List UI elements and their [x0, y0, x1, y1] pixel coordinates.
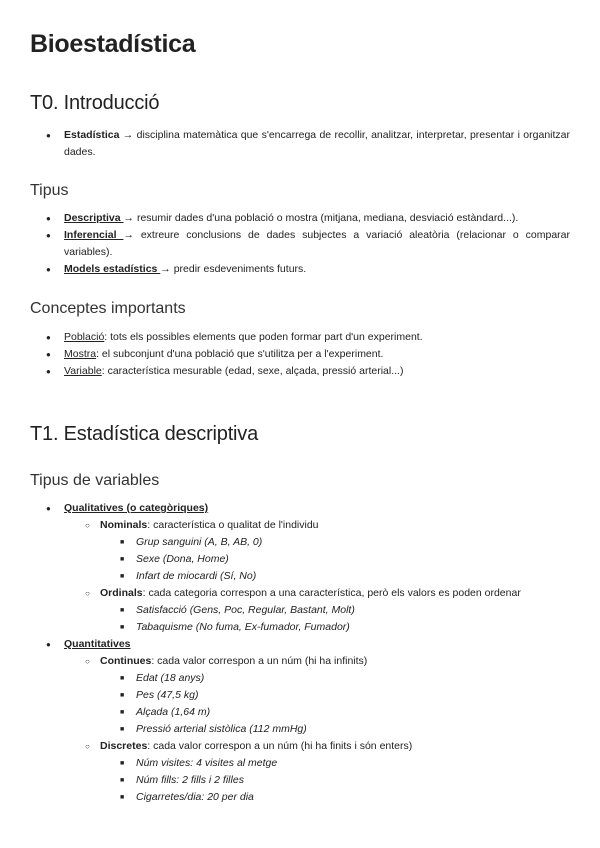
poblacio-text: : tots els possibles elements que poden formar part d'un experiment.	[104, 331, 423, 343]
inferencial-text: → extreure conclusions de dades subjectes a variació aleatòria (relacionar o comparar variables).	[64, 229, 570, 258]
discretes-text: : cada valor correspon a un núm (hi ha finits i són enters)	[147, 740, 413, 752]
list-item	[30, 363, 570, 380]
list-item	[30, 585, 570, 602]
tipus-list	[30, 210, 570, 278]
variables-list	[30, 500, 570, 806]
list-item	[30, 261, 570, 278]
list-item	[30, 329, 570, 346]
list-item	[30, 738, 570, 755]
term-descriptiva: Descriptiva	[64, 212, 124, 224]
list-item	[30, 500, 570, 517]
list-item	[30, 346, 570, 363]
list-item: ■ Sexe (Dona, Home)	[30, 551, 570, 568]
term-poblacio: Població	[64, 331, 105, 343]
conceptes-heading: Conceptes importants	[30, 300, 186, 317]
list-item	[30, 227, 570, 261]
list-item: ■ Infart de miocardi (Sí, No)	[30, 568, 570, 585]
list-item: ■ Tabaquisme (No fuma, Ex-fumador, Fumador)	[30, 619, 570, 636]
tipus-heading: Tipus	[30, 182, 69, 199]
models-text: → predir esdeveniments futurs.	[160, 263, 307, 275]
section-t0-heading: T0. Introducció	[30, 92, 160, 114]
list-item: ■ Alçada (1,64 m)	[30, 704, 570, 721]
term-variable: Variable	[64, 365, 102, 377]
list-item: ■ Cigarretes/dia: 20 per dia	[30, 789, 570, 806]
descriptiva-text: → resumir dades d'una població o mostra (mitjana, mediana, desviació estàndard...).	[123, 212, 519, 224]
continues-text: : cada valor correspon a un núm (hi ha infinits)	[151, 655, 368, 667]
list-item: ■ Pes (47,5 kg)	[30, 687, 570, 704]
conceptes-list	[30, 329, 570, 380]
list-item: ■ Edat (18 anys)	[30, 670, 570, 687]
term-models: Models estadístics	[64, 263, 161, 275]
estadistica-text: → disciplina matemàtica que s'encarrega de recollir, analitzar, interpretar, presentar i organitzar dades.	[64, 129, 570, 158]
list-item: ■ Núm visites: 4 visites al metge	[30, 755, 570, 772]
term-ordinals: Ordinals	[100, 587, 143, 599]
list-item: ■ Grup sanguini (A, B, AB, 0)	[30, 534, 570, 551]
list-item: ■ Pressió arterial sistòlica (112 mmHg)	[30, 721, 570, 738]
term-discretes: Discretes	[100, 740, 148, 752]
list-item	[30, 127, 570, 161]
nominals-text: : característica o qualitat de l'individu	[147, 519, 319, 531]
list-item: ■ Núm fills: 2 fills i 2 filles	[30, 772, 570, 789]
mostra-text: : el subconjunt d'una població que s'utilitza per a l'experiment.	[96, 348, 384, 360]
variables-heading: Tipus de variables	[30, 472, 160, 489]
ordinals-text: : cada categoria correspon a una característica, però els valors es poden ordenar	[142, 587, 521, 599]
term-mostra: Mostra	[64, 348, 97, 360]
variable-text: : característica mesurable (edad, sexe, alçada, pressió arterial...)	[101, 365, 404, 377]
section-t1-heading: T1. Estadística descriptiva	[30, 423, 259, 445]
term-inferencial: Inferencial	[64, 229, 124, 241]
list-item	[30, 636, 570, 653]
term-estadistica: Estadística	[64, 129, 120, 141]
list-item	[30, 210, 570, 227]
estadistica-definition	[30, 127, 570, 161]
list-item: ■ Satisfacció (Gens, Poc, Regular, Bastant, Molt)	[30, 602, 570, 619]
term-nominals: Nominals	[100, 519, 148, 531]
term-continues: Continues	[100, 655, 152, 667]
quantitatives-label: Quantitatives	[64, 638, 131, 650]
list-item	[30, 653, 570, 670]
list-item	[30, 517, 570, 534]
qualitatives-label: Qualitatives (o categòriques)	[64, 502, 209, 514]
document-title: Bioestadística	[30, 30, 196, 58]
